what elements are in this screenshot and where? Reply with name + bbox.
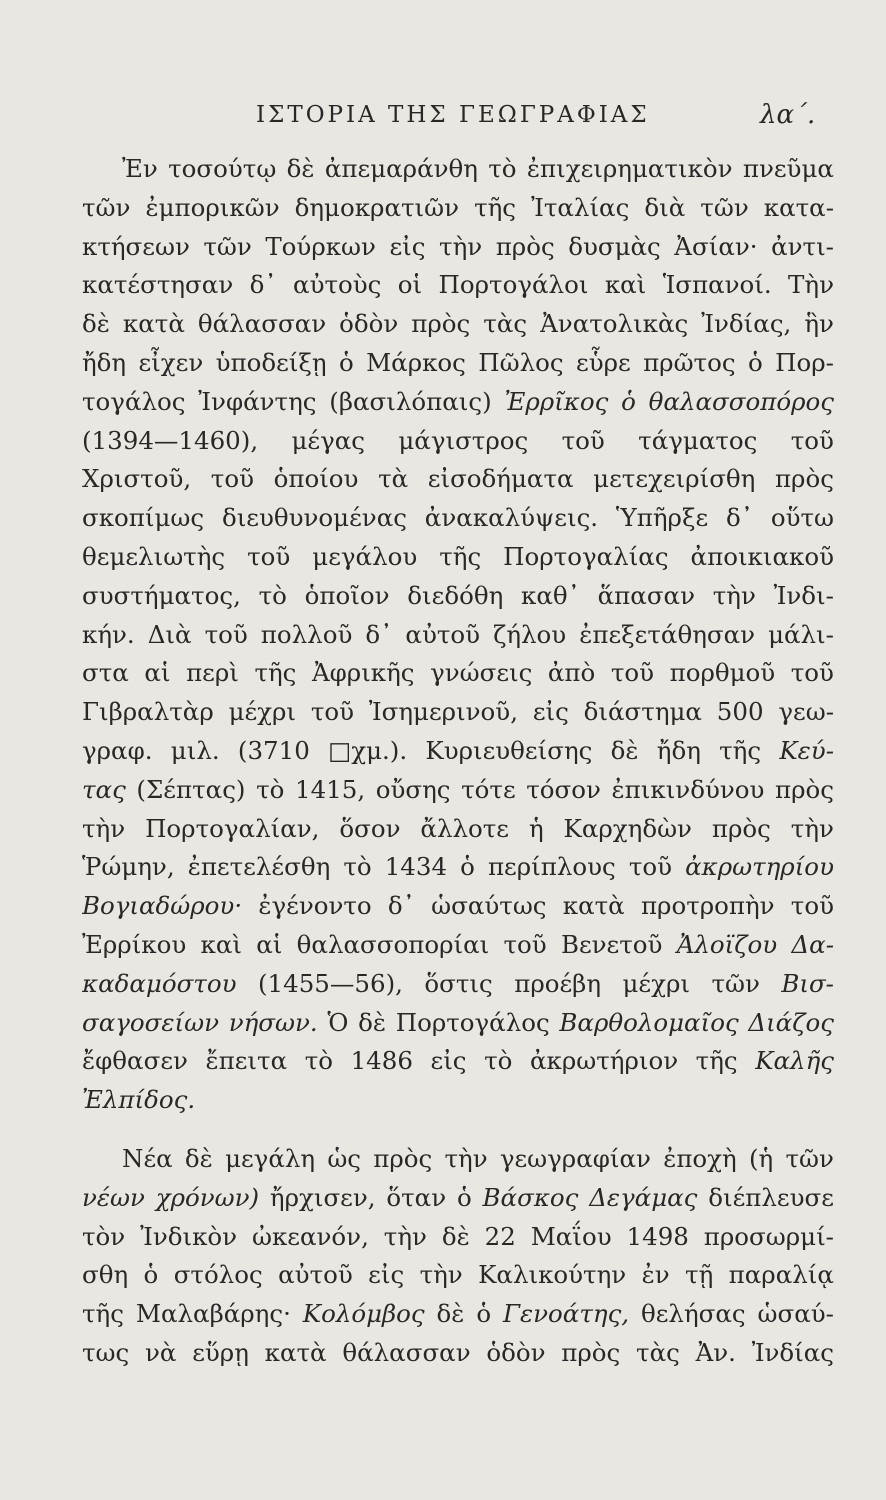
text-line	[82, 965, 834, 1004]
word: Καλῆς	[755, 1046, 834, 1076]
text-line	[82, 771, 834, 810]
word: ὡσαύτως	[431, 891, 547, 921]
word: Ὁ	[327, 1007, 349, 1037]
word: Ἀν.	[695, 1337, 736, 1367]
word: διεδόθη	[407, 580, 504, 610]
word: συστήματος,	[82, 580, 241, 610]
word: Ἱσπανοί.	[662, 270, 772, 300]
word: Ὑπῆρξε	[615, 503, 709, 533]
word: αἱ	[144, 658, 171, 688]
word: ἀνακαλύψεις.	[424, 503, 599, 533]
word: (βασιλόπαις)	[329, 386, 492, 416]
word: δυσμὰς	[568, 231, 661, 261]
word: τῶν	[700, 192, 749, 222]
word: καὶ	[604, 270, 647, 300]
word: Ἀφρικῆς	[311, 658, 415, 688]
word: τὴν	[419, 1260, 463, 1290]
word: τὸ	[258, 580, 287, 610]
word: εἰς	[532, 697, 569, 727]
word: Πορτογάλοι	[438, 270, 589, 300]
word: πρῶτος	[643, 347, 736, 377]
word: Ἰνδι-	[773, 580, 834, 610]
word: προτροπὴν	[640, 891, 775, 921]
word: τοῦ	[610, 658, 655, 688]
word: Μάρκος	[366, 347, 466, 377]
word: γεω-	[778, 697, 834, 727]
word: δ᾽	[365, 619, 393, 649]
word: καὶ	[200, 929, 242, 959]
word: τὸ	[343, 852, 372, 882]
word: μάλι-	[768, 619, 834, 649]
text-line	[82, 1140, 834, 1179]
word: ὡσαύ-	[757, 1299, 834, 1329]
word: Ἰνδίας,	[701, 309, 792, 339]
word: Κυριευθείσης	[425, 735, 593, 765]
word: Διὰ	[147, 619, 192, 649]
word: Κεύ-	[779, 735, 834, 765]
word: Πῶλος	[478, 347, 564, 377]
word: προέβη	[514, 968, 602, 998]
word: τοῦ	[790, 658, 834, 688]
word: κατὰ	[122, 309, 185, 339]
word: 500	[716, 697, 764, 727]
word: μιλ.	[170, 735, 220, 765]
text-line	[82, 538, 834, 577]
word: θαλασσοπόρος	[648, 386, 834, 416]
word: οὕτω	[770, 503, 834, 533]
running-head-title: ΙΣΤΟΡΙΑ ΤΗΣ ΓΕΩΓΡΑΦΙΑΣ	[256, 102, 650, 128]
word: ἔπειτα	[205, 1046, 288, 1076]
word: ἀπὸ	[547, 658, 596, 688]
word: Κολόμβος	[302, 1299, 425, 1329]
word: εἰς	[430, 1046, 467, 1076]
word: Δεγάμας	[589, 1182, 698, 1212]
word: τοῦ	[210, 464, 254, 494]
word: θαλασσοπορίαι	[296, 929, 490, 959]
word: ὅταν	[386, 1182, 447, 1212]
word: Πορτογαλίας	[503, 541, 669, 571]
word: πρὸς	[373, 1143, 433, 1173]
word: τῆς	[719, 735, 762, 765]
word: ὁ	[747, 347, 763, 377]
word: Ἐρρίκου	[82, 929, 187, 959]
text-line	[82, 926, 834, 965]
word: στα	[82, 658, 129, 688]
word: τῶν	[711, 968, 760, 998]
word: ἐπετελέσθη	[187, 852, 331, 882]
word: παραλίᾳ	[728, 1260, 834, 1290]
word: Βάσκος	[482, 1182, 579, 1212]
word: δημοκρατιῶν	[294, 192, 460, 222]
word: δ᾽	[249, 270, 277, 300]
word: τῶν	[203, 231, 252, 261]
word: Ἰνδικὸν	[140, 1221, 238, 1251]
word: σθη	[82, 1260, 129, 1290]
paragraph-gap	[82, 1120, 834, 1140]
word: τὸ	[304, 1046, 334, 1076]
word: Ἀνατολικὰς	[540, 309, 689, 339]
text-line	[82, 1042, 834, 1081]
word: □χμ.).	[328, 735, 408, 765]
word: δὲ	[184, 1143, 213, 1173]
word: εἰσοδήματα	[427, 464, 574, 494]
word: Διάζος	[748, 1007, 834, 1037]
word: τας	[82, 774, 126, 804]
word: διέπλευσε	[708, 1182, 834, 1212]
word: κατὰ	[264, 1337, 327, 1367]
word: Ἐρρῖκος	[504, 386, 609, 416]
word: Ἰσημερινοῦ,	[368, 697, 518, 727]
word: γραφ.	[82, 735, 153, 765]
text-line	[82, 383, 834, 422]
word: (Σέπτας)	[136, 774, 246, 804]
word: πρὸς	[711, 813, 771, 843]
text-line	[82, 616, 834, 655]
word: προσωρμί-	[703, 1221, 834, 1251]
word: ἀπεμαράνθη	[324, 154, 478, 183]
word: ἐποχὴ	[663, 1143, 737, 1173]
word: τόσον	[526, 774, 601, 804]
body-text	[82, 150, 834, 1373]
word: τάγματος	[638, 425, 758, 455]
word: διὰ	[644, 192, 686, 222]
text-line	[82, 499, 834, 538]
word: 22	[484, 1221, 516, 1251]
word: πρὸς	[561, 1337, 621, 1367]
word: Ἀσίαν·	[674, 231, 758, 261]
word: Δα-	[791, 929, 834, 959]
word: πρὸς	[495, 231, 555, 261]
word: Βαρθολομαῖος	[559, 1007, 739, 1037]
word: γνώσεις	[430, 658, 533, 688]
word: τότε	[461, 774, 516, 804]
word: διάστημα	[583, 697, 702, 727]
word: ἄλλοτε	[420, 813, 510, 843]
word: κατα-	[763, 192, 834, 222]
word: τὴν	[383, 1221, 427, 1251]
word: ὡς	[327, 1143, 362, 1173]
word: μεγάλου	[312, 541, 418, 571]
word: πρὸς	[774, 774, 834, 804]
text-line	[82, 1256, 834, 1295]
word: ἀντι-	[771, 231, 834, 261]
word: εὗρε	[576, 347, 631, 377]
word: αὐτοῦ	[405, 619, 481, 649]
word: τὴν	[439, 231, 483, 261]
word: τοῦ	[503, 929, 547, 959]
word: εἰς	[389, 231, 426, 261]
word: Νέα	[122, 1143, 173, 1173]
word: τῆς	[82, 1299, 124, 1329]
word: ζήλου	[493, 619, 567, 649]
word: τοῦ	[247, 541, 291, 571]
word: Ἰταλίας	[531, 192, 630, 222]
word: τὸ	[484, 1046, 513, 1076]
word: τοῦ	[310, 697, 355, 727]
word: ἐμπορικῶν	[145, 192, 280, 222]
word: Τούρκων	[265, 231, 376, 261]
word: τοῦ	[790, 891, 834, 921]
word: τῆς	[439, 541, 482, 571]
text-line	[82, 150, 834, 189]
word: καθ᾽	[521, 580, 580, 610]
word: πρὸς	[411, 309, 471, 339]
word: μέχρι	[622, 968, 690, 998]
word: ὁ	[460, 852, 475, 882]
word: διευθυνομένας	[221, 503, 407, 533]
word: ἤδη	[656, 735, 701, 765]
text-line	[82, 693, 834, 732]
text-line	[82, 422, 834, 461]
text-line	[82, 1004, 834, 1043]
word: μάγιστρος	[398, 425, 529, 455]
word: μετεχειρίσθη	[593, 464, 756, 494]
text-line	[82, 1179, 834, 1218]
word: Καρχηδὼν	[563, 813, 692, 843]
word: Πορ-	[775, 347, 834, 377]
word: Τὴν	[788, 270, 834, 300]
word: 1415,	[294, 774, 366, 804]
word: τῶν	[785, 1143, 834, 1173]
word: ὁποῖον	[304, 580, 390, 610]
text-line	[82, 266, 834, 305]
word: τῶν	[82, 192, 131, 222]
word: στόλος	[173, 1260, 263, 1290]
word: νήσων.	[228, 1007, 318, 1037]
word: οὔσης	[375, 774, 451, 804]
word: τὸ	[256, 774, 285, 804]
word: ὠκεανόν,	[252, 1221, 369, 1251]
text-line	[82, 1218, 834, 1257]
word: κήν.	[82, 619, 135, 649]
word: (1394—1460),	[82, 425, 259, 455]
word: αὐτοὺς	[293, 270, 382, 300]
word: Γιβραλτὰρ	[82, 697, 214, 727]
text-line	[82, 577, 834, 616]
word: τὴν	[712, 580, 756, 610]
word: τὰς	[636, 1337, 680, 1367]
word: Βενετοῦ	[560, 929, 663, 959]
text-line	[82, 810, 834, 849]
word: περίπλους	[487, 852, 616, 882]
word: πρὸς	[774, 464, 834, 494]
word: ὁδὸν	[339, 309, 399, 339]
word: μέγας	[291, 425, 365, 455]
word: δὲ	[441, 1221, 470, 1251]
word: ὑποδείξῃ	[215, 347, 327, 377]
text-line	[82, 848, 834, 887]
word: νὰ	[145, 1337, 177, 1367]
text-line	[82, 1334, 834, 1373]
word: τοῦ	[628, 852, 673, 882]
word: αὐτοῦ	[278, 1260, 353, 1290]
word: εἶχεν	[138, 347, 204, 377]
word: Πορτογαλίαν,	[145, 813, 320, 843]
word: τὸν	[82, 1221, 126, 1251]
word: οἱ	[397, 270, 423, 300]
text-line	[82, 344, 834, 383]
word: θάλασσαν	[197, 309, 327, 339]
word: δὲ	[436, 1299, 465, 1329]
word: ἐπικινδύνου	[611, 774, 765, 804]
word: γεωγραφίαν	[499, 1143, 651, 1173]
word: ἤρχισεν,	[269, 1182, 376, 1212]
word: ἐπεξετάθησαν	[579, 619, 756, 649]
word: δὲ	[286, 154, 315, 183]
word: κατὰ	[562, 891, 625, 921]
word: τὰ	[378, 464, 409, 494]
word: δὲ	[82, 309, 110, 339]
word: δ᾽	[387, 891, 415, 921]
word: ὁ	[621, 386, 636, 416]
word: μέχρι	[228, 697, 297, 727]
word: ὅστις	[424, 968, 493, 998]
word: 1486	[350, 1046, 413, 1076]
word: καδαμόστου	[82, 968, 237, 998]
text-line	[82, 887, 834, 926]
text-line	[82, 305, 834, 344]
word: Ῥώμην,	[82, 852, 175, 882]
paragraph	[82, 150, 834, 1120]
word: πολλοῦ	[260, 619, 353, 649]
word: ὁ	[456, 1182, 472, 1212]
word: Βογιαδώρου·	[82, 891, 243, 921]
word: ἀκρωτήριον	[529, 1046, 679, 1076]
text-line	[82, 228, 834, 267]
word: πορθμοῦ	[669, 658, 776, 688]
word: εἰς	[368, 1260, 405, 1290]
word: δ᾽	[725, 503, 753, 533]
word: Μαΐου	[530, 1221, 612, 1251]
word: ὅσον	[339, 813, 401, 843]
word: ἣν	[804, 309, 834, 339]
word: Βισ-	[781, 968, 834, 998]
word: τως	[82, 1337, 130, 1367]
word: αἱ	[256, 929, 283, 959]
word: 1434	[384, 852, 448, 882]
word: τοῦ	[561, 425, 605, 455]
word: θελήσας	[640, 1299, 746, 1329]
word: πνεῦμα	[742, 154, 834, 183]
word: εὕρῃ	[192, 1337, 249, 1367]
word: ὁ	[476, 1299, 492, 1329]
word: νέων	[82, 1182, 145, 1212]
word: Ἐλπίδος.	[82, 1085, 196, 1115]
paragraph	[82, 1140, 834, 1373]
word: ὁδὸν	[486, 1337, 546, 1367]
text-line	[82, 460, 834, 499]
word: σκοπίμως	[82, 503, 205, 533]
word: τοῦ	[204, 619, 248, 649]
word: 1498	[626, 1221, 689, 1251]
word: μεγάλη	[225, 1143, 316, 1173]
word: ὁποίου	[273, 464, 359, 494]
text-line	[82, 732, 834, 771]
page-number: λα΄.	[760, 100, 816, 130]
text-line	[82, 1081, 834, 1120]
word: ἐπιχειρηματικὸν	[526, 154, 733, 183]
word: Καλικούτην	[478, 1260, 627, 1290]
word: Ἀλοϊζου	[676, 929, 778, 959]
word: Πορτογάλος	[395, 1007, 550, 1037]
word: ὁ	[338, 347, 354, 377]
word: περὶ	[186, 658, 239, 688]
word: δὲ	[358, 1007, 387, 1037]
word: χρόνων)	[155, 1182, 260, 1212]
word: τὴν	[444, 1143, 488, 1173]
word: κατέστησαν	[82, 270, 234, 300]
word: τοσούτῳ	[168, 154, 277, 183]
word: ἅπασαν	[597, 580, 695, 610]
word: τὸ	[488, 154, 517, 183]
word: ἡ	[528, 813, 544, 843]
word: τογάλος	[82, 386, 186, 416]
text-line	[82, 189, 834, 228]
word: σαγοσείων	[82, 1007, 220, 1037]
word: τὴν	[82, 813, 126, 843]
word: Μαλαβάρης·	[135, 1299, 291, 1329]
word: δὲ	[610, 735, 639, 765]
word: τῆς	[254, 658, 297, 688]
word: Ἰνφάντης	[198, 386, 317, 416]
word: ἐγένοντο	[258, 891, 372, 921]
running-head	[0, 100, 886, 140]
word: τῆς	[695, 1046, 738, 1076]
word: Ἐν	[122, 154, 158, 183]
word: ἔφθασεν	[82, 1046, 188, 1076]
word: κτήσεων	[82, 231, 190, 261]
word: τὰς	[483, 309, 528, 339]
word: ἐν	[641, 1260, 670, 1290]
text-line	[82, 654, 834, 693]
word: (3710	[237, 735, 310, 765]
word: ἤδη	[82, 347, 127, 377]
word: τῆς	[474, 192, 517, 222]
word: (1455—56),	[257, 968, 403, 998]
word: Ἰνδίας	[751, 1337, 834, 1367]
word: (ἡ	[748, 1143, 774, 1173]
word: ἀκρωτηρίου	[685, 852, 834, 882]
word: τῇ	[685, 1260, 714, 1290]
word: τὴν	[790, 813, 834, 843]
word: Χριστοῦ,	[82, 464, 192, 494]
word: τοῦ	[790, 425, 834, 455]
word: Γενοάτης,	[503, 1299, 630, 1329]
word: ἀποικιακοῦ	[690, 541, 834, 571]
word: θάλασσαν	[342, 1337, 471, 1367]
word: ὁ	[143, 1260, 159, 1290]
word: θεμελιωτὴς	[82, 541, 226, 571]
text-line	[82, 1295, 834, 1334]
